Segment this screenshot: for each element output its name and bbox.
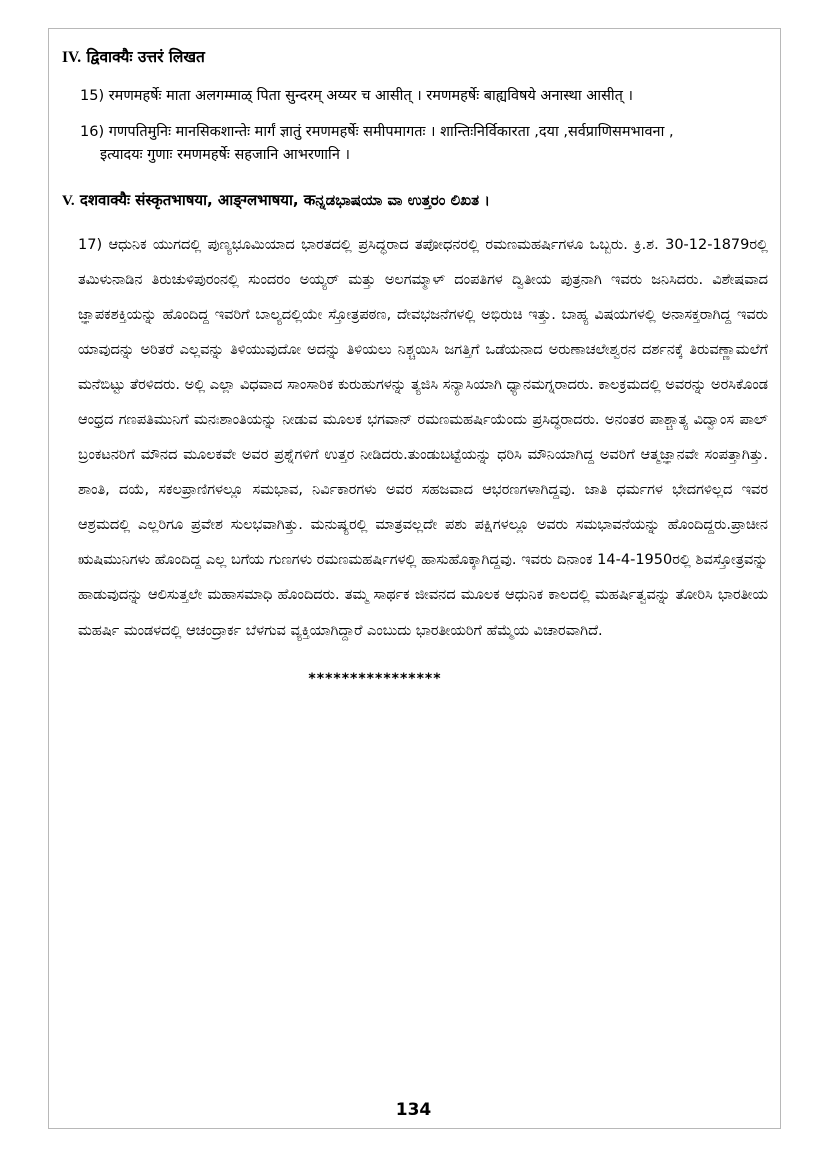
page-border-left [48,28,49,1128]
page-border-right [780,28,781,1128]
page-border-top [48,28,781,29]
question-number: 15) [80,88,105,105]
answer-number: 17) [78,236,103,253]
question-number: 16) [80,123,105,140]
page-border-bottom [48,1128,781,1129]
page-number: 134 [395,1100,432,1120]
question-item [62,121,768,168]
answer-paragraph [62,228,768,649]
page-content [62,46,768,687]
section-numeral-v: V. [62,192,75,209]
question-text: गणपतिमुनिः मानसिकशान्तेः मार्गं ज्ञातुं रमणमहर्षेः समीपमागतः । शान्तिःनिर्विकारता ,दया ,सर्वप्राणिसमभावना , [108,123,674,140]
section-numeral-iv: IV. [62,49,82,66]
question-item [62,85,768,108]
section-title-v: दशवाक्यैः संस्कृतभाषया, आङ्ग्लभाषया, कನ್ನಡಭಾಷಯಾ ವಾ ಉತ್ತರಂ ಲಿಖತ । [79,190,490,209]
section-heading-iv [62,46,768,69]
section-title-iv: द्विवाक्यैः उत्तरं लिखत [86,48,205,66]
end-marker: **************** [308,670,442,687]
answer-text: ಆಧುನಿಕ ಯುಗದಲ್ಲಿ ಪುಣ್ಯಭೂಮಿಯಾದ ಭಾರತದಲ್ಲಿ ಪ್ರಸಿದ್ಧರಾದ ತಪೋಧನರಲ್ಲಿ ರಮಣಮಹರ್ಷಿಗಳೂ ಒಬ್ಬರು. ಕ್ರಿ.ಶ. 30-12-1879ರಲ್ಲಿ ತಮಿಳುನಾಡಿನ ತಿರುಚುಳಿಪುರಂನಲ್ಲಿ ಸುಂದರಂ ಅಯ್ಯರ್ ಮತ್ತು ಅಲಗಮ್ಮಾಳ್ ದಂಪತಿಗಳ ದ್ವಿತೀಯ ಪುತ್ರನಾಗಿ ಇವರು ಜನಿಸಿದರು. ವಿಶೇಷವಾದ ಜ್ಞಾಪಕಶಕ್ತಿಯನ್ನು ಹೊಂದಿದ್ದ ಇವರಿಗೆ ಬಾಲ್ಯದಲ್ಲಿಯೇ ಸ್ತೋತ್ರಪಠಣ, ದೇವಭಜನೆಗಳಲ್ಲಿ ಅಭಿರುಚಿ ಇತ್ತು. ಬಾಹ್ಯ ವಿಷಯಗಳಲ್ಲಿ ಅನಾಸಕ್ತರಾಗಿದ್ದ ಇವರು ಯಾವುದನ್ನು ಅರಿತರೆ ಎಲ್ಲವನ್ನು ತಿಳಿಯುವುದೋ ಅದನ್ನು ತಿಳಿಯಲು ನಿಶ್ಚಯಿಸಿ ಜಗತ್ತಿಗೆ ಒಡೆಯನಾದ ಅರುಣಾಚಲೇಶ್ವರನ ದರ್ಶನಕ್ಕೆ ತಿರುವಣ್ಣಾಮಲೆಗೆ ಮನೆಬಿಟ್ಟು ತೆರಳಿದರು. ಅಲ್ಲಿ ಎಲ್ಲಾ ವಿಧವಾದ ಸಾಂಸಾರಿಕ ಕುರುಹುಗಳನ್ನು ತ್ಯಜಿಸಿ ಸನ್ಯಾಸಿಯಾಗಿ ಧ್ಯಾನಮಗ್ನರಾದರು. ಕಾಲಕ್ರಮದಲ್ಲಿ ಅವರನ್ನು ಅರಸಿಕೊಂಡ ಆಂಧ್ರದ ಗಣಪತಿಮುನಿಗೆ ಮನಃಶಾಂತಿಯನ್ನು ನೀಡುವ ಮೂಲಕ ಭಗವಾನ್ ರಮಣಮಹರ್ಷಿಯೆಂದು ಪ್ರಸಿದ್ಧರಾದರು. ಅನಂತರ ಪಾಶ್ಚಾತ್ಯ ವಿದ್ವಾಂಸ ಪಾಲ್ ಬ್ರಂಕಟನರಿಗೆ ಮೌನದ ಮೂಲಕವೇ ಅವರ ಪ್ರಶ್ನೆಗಳಿಗೆ ಉತ್ತರ ನೀಡಿದರು.ತುಂಡುಬಟ್ಟೆಯನ್ನು ಧರಿಸಿ ಮೌನಿಯಾಗಿದ್ದ ಅವರಿಗೆ ಆತ್ಮಜ್ಞಾನವೇ ಸಂಪತ್ತಾಗಿತ್ತು. ಶಾಂತಿ, ದಯೆ, ಸಕಲಪ್ರಾಣಿಗಳಲ್ಲೂ ಸಮಭಾವ, ನಿರ್ವಿಕಾರಗಳು ಅವರ ಸಹಜವಾದ ಆಭರಣಗಳಾಗಿದ್ದವು. ಜಾತಿ ಧರ್ಮಗಳ ಭೇದಗಳಿಲ್ಲದ ಇವರ ಆಶ್ರಮದಲ್ಲಿ ಎಲ್ಲರಿಗೂ ಪ್ರವೇಶ ಸುಲಭವಾಗಿತ್ತು. ಮನುಷ್ಯರಲ್ಲಿ ಮಾತ್ರವಲ್ಲದೇ ಪಶು ಪಕ್ಷಿಗಳಲ್ಲೂ ಅವರು ಸಮಭಾವನೆಯನ್ನು ಹೊಂದಿದ್ದರು.ಪ್ರಾಚೀನ ಋಷಿಮುನಿಗಳು ಹೊಂದಿದ್ದ ಎಲ್ಲ ಬಗೆಯ ಗುಣಗಳು ರಮಣಮಹರ್ಷಿಗಳಲ್ಲಿ ಹಾಸುಹೊಕ್ಕಾಗಿದ್ದವು. ಇವರು ದಿನಾಂಕ 14-4-1950ರಲ್ಲಿ ಶಿವಸ್ತೋತ್ರವನ್ನು ಹಾಡುವುದನ್ನು ಆಲಿಸುತ್ತಲೇ ಮಹಾಸಮಾಧಿ ಹೊಂದಿದರು. ತಮ್ಮ ಸಾರ್ಥಕ ಜೀವನದ ಮೂಲಕ ಆಧುನಿಕ ಕಾಲದಲ್ಲಿ ಮಹರ್ಷಿತ್ವವನ್ನು ತೋರಿಸಿ ಭಾರತೀಯ ಮಹರ್ಷಿ ಮಂಡಳದಲ್ಲಿ ಆಚಂದ್ರಾರ್ಕ ಬೆಳಗುವ ವ್ಯಕ್ತಿಯಾಗಿದ್ದಾರೆ ಎಂಬುದು ಭಾರತೀಯರಿಗೆ ಹೆಮ್ಮೆಯ ವಿಚಾರವಾಗಿದೆ. [78,236,768,639]
question-text-continuation: इत्यादयः गुणाः रमणमहर्षेः सहजानि आभरणानि । [100,147,350,164]
question-text: रमणमहर्षेः माता अलगम्माळ् पिता सुन्दरम् अय्यर च आसीत् । रमणमहर्षेः बाह्यविषये अनास्था आसीत् । [108,88,634,105]
section-heading-v [62,190,768,210]
